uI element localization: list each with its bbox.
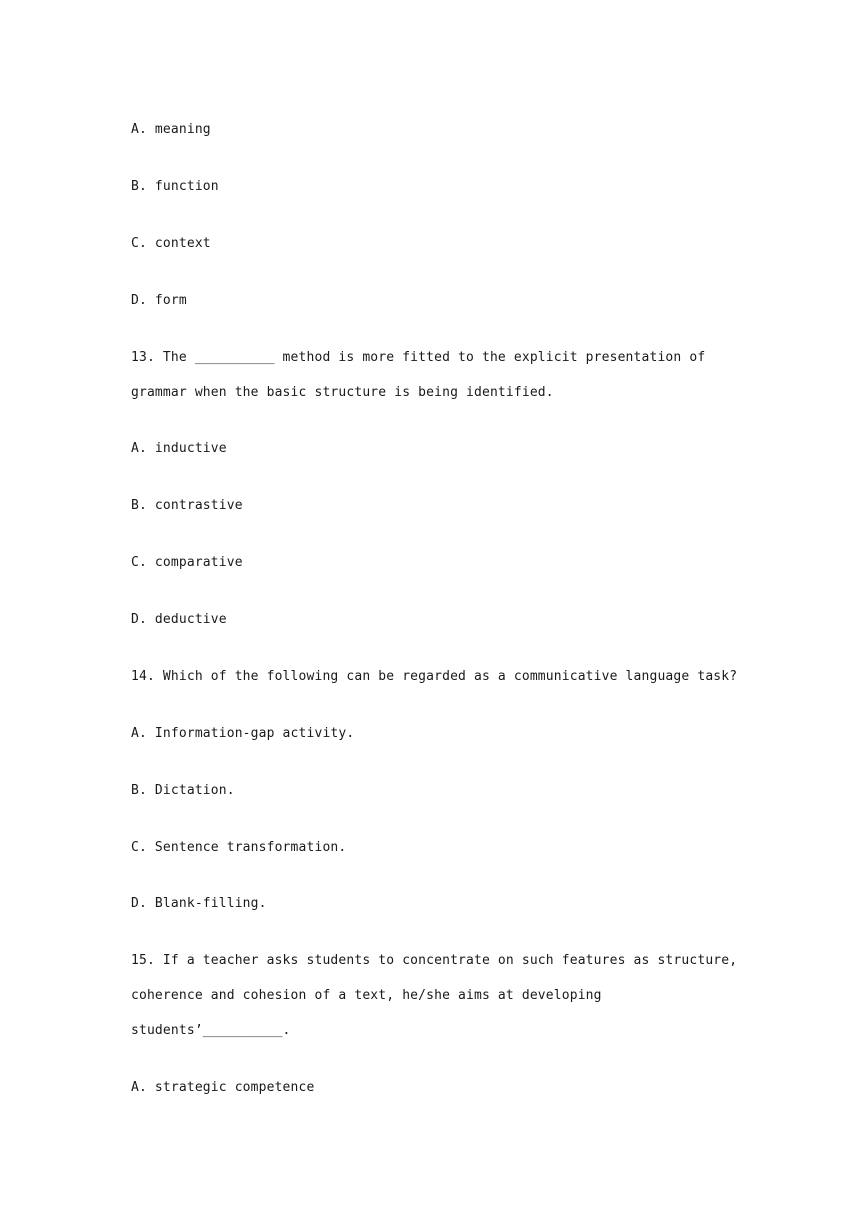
q12-option-c: C. context [131, 236, 211, 251]
q13-option-d: D. deductive [131, 612, 227, 627]
q14-option-a: A. Information-gap activity. [131, 726, 355, 741]
q13-option-a: A. inductive [131, 441, 227, 456]
q13-stem-line2: grammar when the basic structure is being identified. [131, 385, 554, 400]
q12-option-a: A. meaning [131, 122, 211, 137]
q15-option-a: A. strategic competence [131, 1080, 315, 1095]
q12-option-b: B. function [131, 179, 219, 194]
q13-option-b: B. contrastive [131, 498, 243, 513]
q14-stem-line1: 14. Which of the following can be regarded as a communicative language task? [131, 669, 738, 684]
q14-option-c: C. Sentence transformation. [131, 840, 347, 855]
q13-option-c: C. comparative [131, 555, 243, 570]
q14-option-b: B. Dictation. [131, 783, 235, 798]
q15-stem-line2: coherence and cohesion of a text, he/she aims at developing [131, 988, 602, 1003]
q13-stem-line1: 13. The __________ method is more fitted to the explicit presentation of [131, 350, 706, 365]
q15-stem-line3: students’__________. [131, 1023, 291, 1038]
q12-option-d: D. form [131, 293, 187, 308]
q15-stem-line1: 15. If a teacher asks students to concentrate on such features as structure, [131, 953, 738, 968]
q14-option-d: D. Blank-filling. [131, 896, 267, 911]
